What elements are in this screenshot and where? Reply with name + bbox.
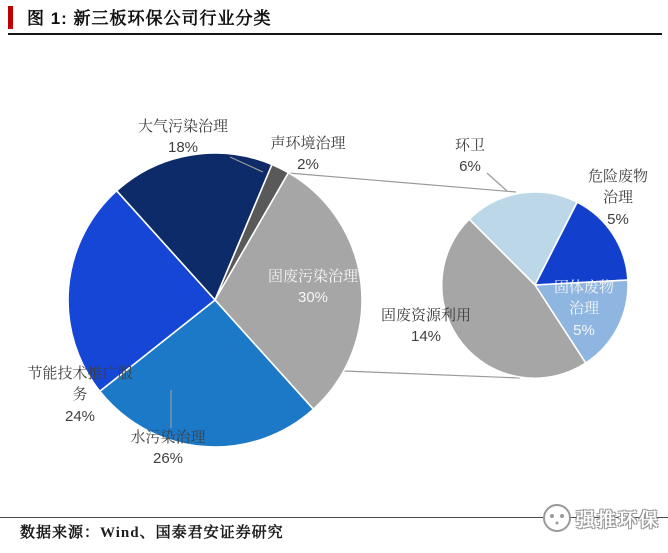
slice-label-text: 节能技术推广服务 bbox=[27, 365, 133, 404]
slice-label-text: 固废污染治理 bbox=[267, 268, 358, 285]
watermark-logo-icon bbox=[541, 502, 573, 534]
slice-label-text: 环卫 bbox=[454, 137, 485, 154]
slice-label-pct: 30% bbox=[297, 289, 329, 307]
slice-label-pct: 24% bbox=[64, 407, 96, 425]
slice-label-water-pollution bbox=[103, 427, 233, 470]
slice-label-hazardous-waste bbox=[584, 166, 652, 230]
slice-label-sanitation bbox=[425, 135, 515, 178]
data-source: 数据来源：Wind、国泰君安证券研究 bbox=[20, 525, 284, 541]
slice-label-text: 固体废物治理 bbox=[553, 279, 614, 318]
watermark bbox=[541, 502, 660, 534]
slice-label-pct: 5% bbox=[573, 321, 595, 339]
slice-label-text: 声环境治理 bbox=[270, 135, 346, 152]
slice-label-air-pollution bbox=[108, 116, 258, 159]
slice-label-pct: 14% bbox=[410, 328, 442, 346]
slice-label-text: 危险废物治理 bbox=[587, 168, 648, 207]
slice-label-solid-waste-resource bbox=[361, 305, 491, 348]
slice-label-text: 水污染治理 bbox=[130, 429, 206, 446]
watermark-text: 强推环保 bbox=[575, 509, 660, 531]
slice-label-noise bbox=[243, 133, 373, 176]
title-underline bbox=[8, 33, 662, 35]
slice-label-pct: 26% bbox=[152, 450, 184, 468]
slice-label-pct: 5% bbox=[607, 210, 629, 228]
slice-label-pct: 6% bbox=[459, 158, 481, 176]
pie-of-pie-chart bbox=[0, 36, 668, 514]
slice-label-text: 大气污染治理 bbox=[137, 118, 228, 135]
title-accent-bar bbox=[8, 6, 13, 29]
figure-title: 图 1: 新三板环保公司行业分类 bbox=[27, 9, 272, 28]
slice-label-pct: 18% bbox=[167, 139, 199, 157]
series-line-bottom bbox=[344, 371, 520, 378]
slice-label-pct: 2% bbox=[297, 156, 319, 174]
slice-label-solid-waste-treatment bbox=[550, 277, 618, 341]
slice-label-energy-saving bbox=[24, 363, 136, 427]
slice-label-text: 固废资源利用 bbox=[380, 307, 471, 324]
slice-label-solid-waste-pollution bbox=[243, 266, 383, 309]
